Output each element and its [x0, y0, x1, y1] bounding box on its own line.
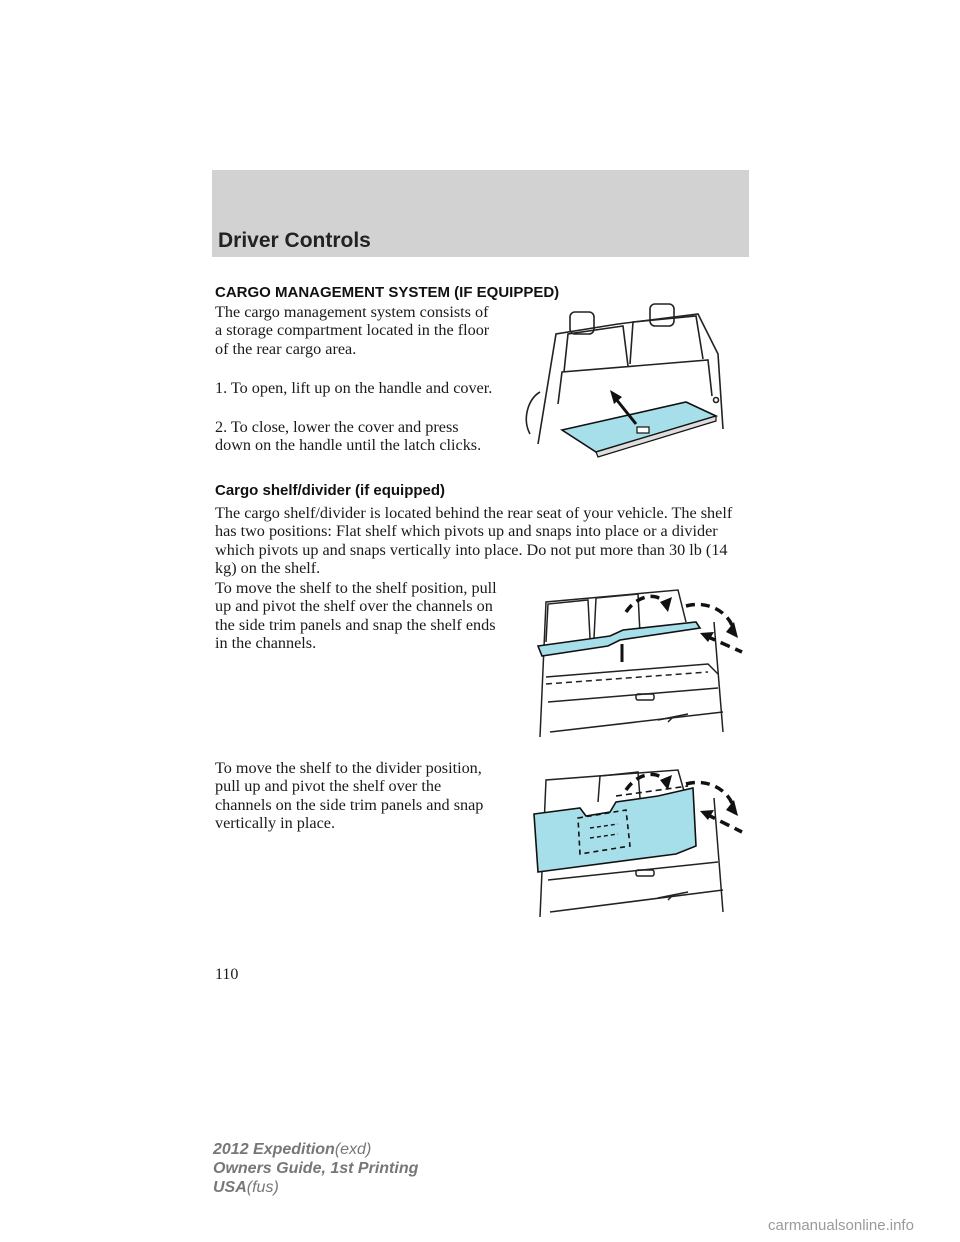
- footer-line-2: Owners Guide, 1st Printing: [213, 1160, 419, 1177]
- open-instruction: 1. To open, lift up on the handle and cover.: [215, 379, 493, 397]
- document-footer: [213, 1140, 418, 1197]
- cargo-shelf-description: The cargo shelf/divider is located behind the rear seat of your vehicle. The shelf has two positions: Flat shelf which pivots up and snaps into place or a divider which pivots up and snaps vertically into place. Do not put more than 30 lb (14 kg) on the shelf.: [215, 504, 733, 578]
- close-instruction: 2. To close, lower the cover and press down on the handle until the latch clicks.: [215, 418, 482, 455]
- cargo-compartment-illustration: [518, 294, 748, 464]
- cargo-shelf-heading: Cargo shelf/divider (if equipped): [215, 482, 446, 499]
- footer-line-1: 2012 Expedition(exd): [213, 1141, 372, 1158]
- cargo-shelf-position-illustration: [518, 582, 748, 740]
- section-title: Driver Controls: [218, 229, 371, 252]
- cargo-divider-position-illustration: [518, 762, 748, 920]
- cargo-management-heading: CARGO MANAGEMENT SYSTEM (IF EQUIPPED): [215, 284, 560, 301]
- footer-line-3: USA(fus): [213, 1179, 279, 1196]
- page-number: 110: [215, 966, 239, 983]
- divider-position-instruction: To move the shelf to the divider position, pull up and pivot the shelf over the channels on the side trim panels and snap vertically in place.: [215, 759, 484, 833]
- cargo-management-intro: The cargo management system consists of a storage compartment located in the floor of the rear cargo area.: [215, 303, 490, 358]
- shelf-position-instruction: To move the shelf to the shelf position, pull up and pivot the shelf over the channels on the side trim panels and snap the shelf ends in the channels.: [215, 579, 497, 653]
- watermark-link[interactable]: carmanualsonline.info: [768, 1217, 914, 1234]
